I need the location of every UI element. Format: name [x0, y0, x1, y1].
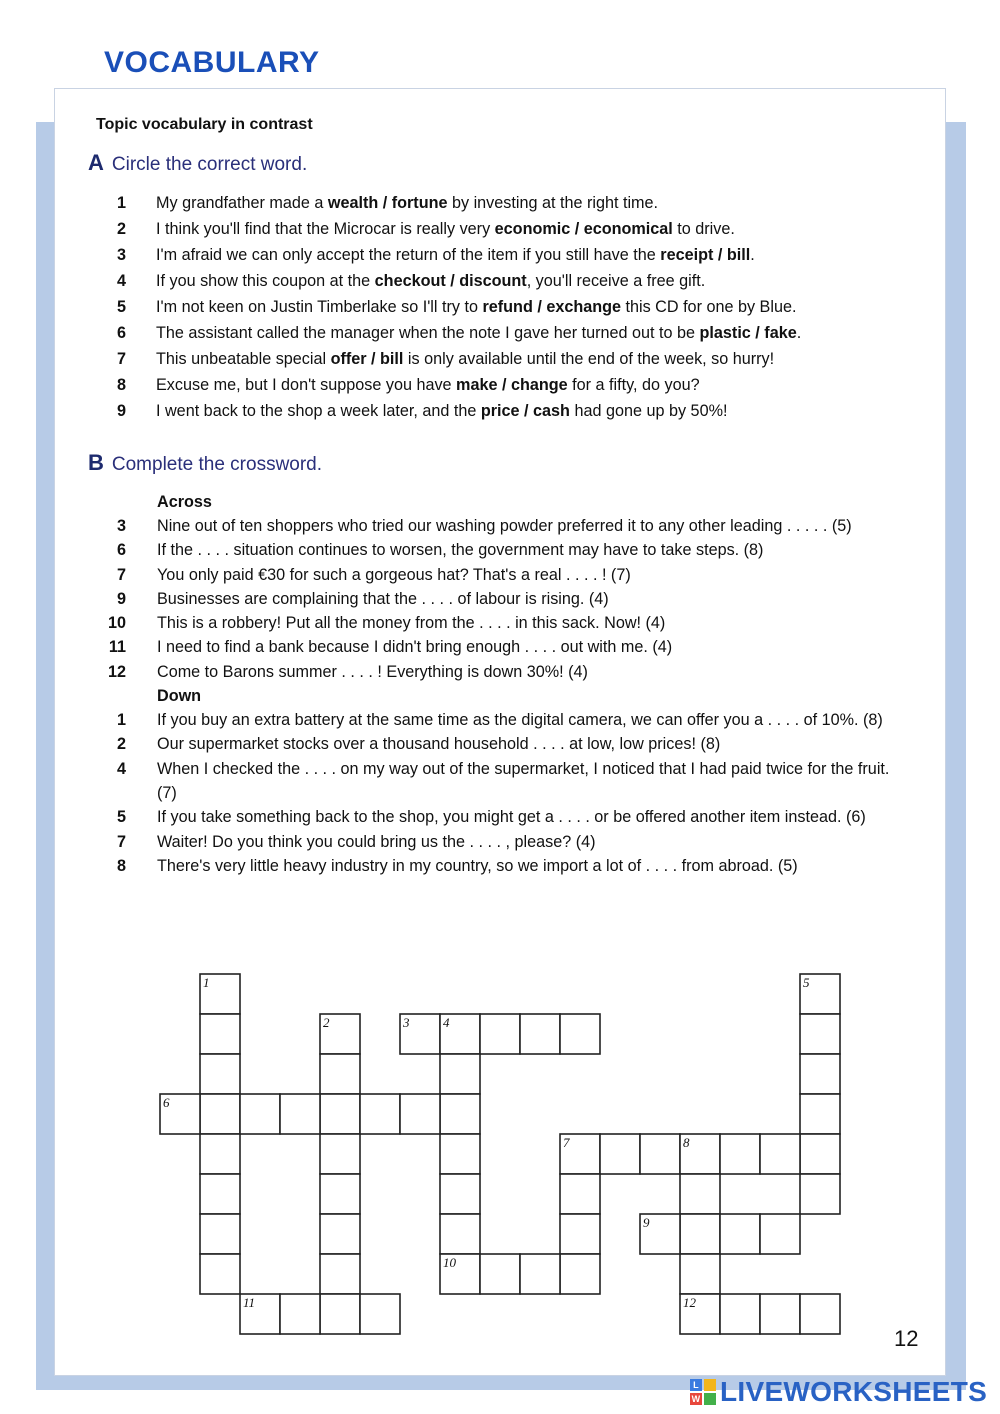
question-text: I'm afraid we can only accept the return of the item if you still have the receipt / bill.	[156, 245, 755, 264]
crossword-cell[interactable]	[560, 1174, 600, 1214]
crossword-cell[interactable]	[800, 1054, 840, 1094]
crossword-cell[interactable]	[280, 1094, 320, 1134]
word-choice[interactable]: refund / exchange	[482, 297, 621, 316]
crossword-cell-number: 11	[243, 1295, 256, 1310]
question-text: Excuse me, but I don't suppose you have make / change for a fifty, do you?	[156, 376, 700, 395]
clue-number: 4	[116, 759, 126, 778]
page-number: 12	[894, 1326, 919, 1351]
crossword-cell[interactable]	[800, 1014, 840, 1054]
question-number: 7	[116, 350, 126, 369]
clue-number: 7	[116, 832, 126, 851]
crossword-cell[interactable]	[520, 1254, 560, 1294]
clue-text: If the . . . . situation continues to worsen, the government may have to take steps. (8)	[157, 541, 764, 560]
crossword-cell[interactable]	[560, 1254, 600, 1294]
page-title: VOCABULARY	[104, 46, 320, 79]
crossword-cell[interactable]	[800, 1134, 840, 1174]
clue-text: Come to Barons summer . . . . ! Everything is down 30%! (4)	[157, 662, 588, 681]
clue-number: 9	[116, 589, 126, 608]
clue-number: 8	[116, 856, 126, 875]
question-text: This unbeatable special offer / bill is only available until the end of the week, so hurry!	[156, 350, 775, 369]
crossword-cell-number: 8	[683, 1135, 690, 1150]
crossword-cell[interactable]	[800, 1094, 840, 1134]
question-text: The assistant called the manager when the note I gave her turned out to be plastic / fake.	[156, 324, 802, 343]
crossword-cell[interactable]	[440, 1054, 480, 1094]
crossword-cell[interactable]	[240, 1094, 280, 1134]
question-text: If you show this coupon at the checkout / discount, you'll receive a free gift.	[156, 271, 706, 290]
section-a-instruction: Circle the correct word.	[111, 154, 308, 175]
clue-text: I need to find a bank because I didn't bring enough . . . . out with me. (4)	[157, 638, 673, 657]
crossword-cell[interactable]	[200, 1254, 240, 1294]
crossword-cell[interactable]	[440, 1094, 480, 1134]
clue-text: This is a robbery! Put all the money from the . . . . in this sack. Now! (4)	[157, 614, 666, 633]
crossword-cell[interactable]	[360, 1294, 400, 1334]
section-a-letter: A	[88, 150, 104, 175]
question-number: 9	[116, 402, 126, 421]
clue-text: Nine out of ten shoppers who tried our washing powder preferred it to any other leading . . . . . (5)	[157, 517, 852, 535]
question-number: 3	[116, 245, 126, 264]
crossword-cell[interactable]	[440, 1214, 480, 1254]
clue-number: 1	[116, 711, 126, 730]
question-text: My grandfather made a wealth / fortune by investing at the right time.	[156, 193, 659, 212]
brand-name: LIVEWORKSHEETS	[720, 1376, 988, 1407]
crossword-cell[interactable]	[320, 1214, 360, 1254]
crossword-cell[interactable]	[800, 1294, 840, 1334]
crossword-cell[interactable]	[360, 1094, 400, 1134]
clue-text: Our supermarket stocks over a thousand household . . . . at low, low prices! (8)	[157, 735, 721, 754]
word-choice[interactable]: plastic / fake	[699, 324, 797, 343]
clue-number: 5	[116, 808, 126, 827]
crossword-cell[interactable]	[440, 1134, 480, 1174]
crossword-cell[interactable]	[520, 1014, 560, 1054]
brand-mark-letter: W	[691, 1394, 701, 1404]
crossword-cell-number: 3	[403, 1015, 410, 1030]
clue-text: Waiter! Do you think you could bring us the . . . . , please? (4)	[157, 832, 596, 851]
crossword-cell[interactable]	[280, 1294, 320, 1334]
clue-number: 10	[107, 614, 126, 633]
brand-mark-icon	[690, 1379, 716, 1405]
crossword-cell[interactable]	[800, 1174, 840, 1214]
crossword-cell-number: 1	[203, 975, 210, 990]
word-choice[interactable]: economic / economical	[494, 219, 673, 238]
clue-text: There's very little heavy industry in my country, so we import a lot of . . . . from abroad. (5)	[157, 856, 798, 875]
crossword-cell[interactable]	[200, 1014, 240, 1054]
clue-text: If you buy an extra battery at the same time as the digital camera, we can offer you a . . . . of 10%. (8)	[157, 711, 883, 730]
crossword-cell[interactable]	[400, 1094, 440, 1134]
question-text: I'm not keen on Justin Timberlake so I'll try to refund / exchange this CD for one by Blue.	[156, 297, 797, 316]
question-number: 1	[116, 193, 126, 212]
crossword-cell[interactable]	[320, 1134, 360, 1174]
crossword-cell[interactable]	[560, 1214, 600, 1254]
crossword-cell-number: 5	[803, 975, 810, 990]
clue-number: 7	[116, 565, 126, 584]
crossword-cell[interactable]	[680, 1174, 720, 1214]
question-number: 2	[116, 219, 126, 238]
crossword-cell-number: 4	[443, 1015, 450, 1030]
topic-heading: Topic vocabulary in contrast	[96, 116, 313, 133]
clue-number: 2	[116, 735, 126, 754]
clue-text: Businesses are complaining that the . . . . of labour is rising. (4)	[157, 589, 609, 608]
across-heading: Across	[157, 493, 212, 511]
crossword-cell[interactable]	[680, 1254, 720, 1294]
crossword-cell[interactable]	[200, 1214, 240, 1254]
clue-text: You only paid €30 for such a gorgeous hat? That's a real . . . . ! (7)	[157, 565, 631, 584]
clue-number: 6	[116, 541, 126, 560]
crossword-cell[interactable]	[200, 1094, 240, 1134]
clue-text: When I checked the . . . . on my way out of the supermarket, I noticed that I had paid twice for the fruit. (7)	[157, 759, 890, 802]
brand-mark-letter: L	[690, 1379, 702, 1391]
crossword-cell[interactable]	[720, 1134, 760, 1174]
brand-logo	[690, 1376, 987, 1408]
word-choice[interactable]: receipt / bill	[660, 245, 751, 264]
crossword-cell-number: 9	[643, 1215, 650, 1230]
crossword-cell[interactable]	[320, 1254, 360, 1294]
section-b-letter: B	[88, 450, 104, 475]
crossword-cell[interactable]	[720, 1214, 760, 1254]
section-b-instruction: Complete the crossword.	[111, 454, 323, 475]
crossword-cell[interactable]	[680, 1214, 720, 1254]
crossword-cell[interactable]	[480, 1254, 520, 1294]
crossword-cell[interactable]	[760, 1294, 800, 1334]
crossword-cell-number: 6	[163, 1095, 170, 1110]
crossword-cell[interactable]	[560, 1014, 600, 1054]
question-number: 4	[116, 271, 126, 290]
crossword-cell[interactable]	[200, 1134, 240, 1174]
word-choice[interactable]: price / cash	[480, 402, 570, 421]
crossword-cell[interactable]	[320, 1294, 360, 1334]
word-choice[interactable]: checkout / discount	[374, 271, 527, 290]
crossword-cell-number: 10	[443, 1255, 456, 1270]
crossword-cell[interactable]	[320, 1094, 360, 1134]
crossword-cell[interactable]	[760, 1134, 800, 1174]
crossword-cell[interactable]	[200, 1054, 240, 1094]
question-text: I went back to the shop a week later, and the price / cash had gone up by 50%!	[156, 402, 728, 421]
question-number: 8	[116, 376, 126, 395]
clue-number: 3	[116, 517, 126, 535]
clue-number: 11	[108, 638, 126, 657]
crossword-cell[interactable]	[600, 1134, 640, 1174]
question-number: 5	[116, 297, 126, 316]
crossword-cell[interactable]	[440, 1174, 480, 1214]
crossword-cell[interactable]	[720, 1294, 760, 1334]
word-choice[interactable]: wealth / fortune	[327, 193, 448, 212]
crossword-cell[interactable]	[320, 1174, 360, 1214]
word-choice[interactable]: offer / bill	[330, 350, 404, 369]
question-text: I think you'll find that the Microcar is really very economic / economical to drive.	[156, 219, 735, 238]
crossword-cell[interactable]	[760, 1214, 800, 1254]
question-number: 6	[116, 324, 126, 343]
word-choice[interactable]: make / change	[456, 376, 568, 395]
crossword-cell[interactable]	[480, 1014, 520, 1054]
crossword-cell[interactable]	[200, 1174, 240, 1214]
crossword-cell[interactable]	[320, 1054, 360, 1094]
crossword-cell[interactable]	[640, 1134, 680, 1174]
down-heading: Down	[157, 687, 202, 706]
clue-number: 12	[107, 662, 126, 681]
crossword-cell-number: 7	[563, 1135, 570, 1150]
clue-text: If you take something back to the shop, you might get a . . . . or be offered another item instead. (6)	[157, 808, 866, 827]
crossword-cell-number: 12	[683, 1295, 696, 1310]
crossword-cell-number: 2	[323, 1015, 330, 1030]
